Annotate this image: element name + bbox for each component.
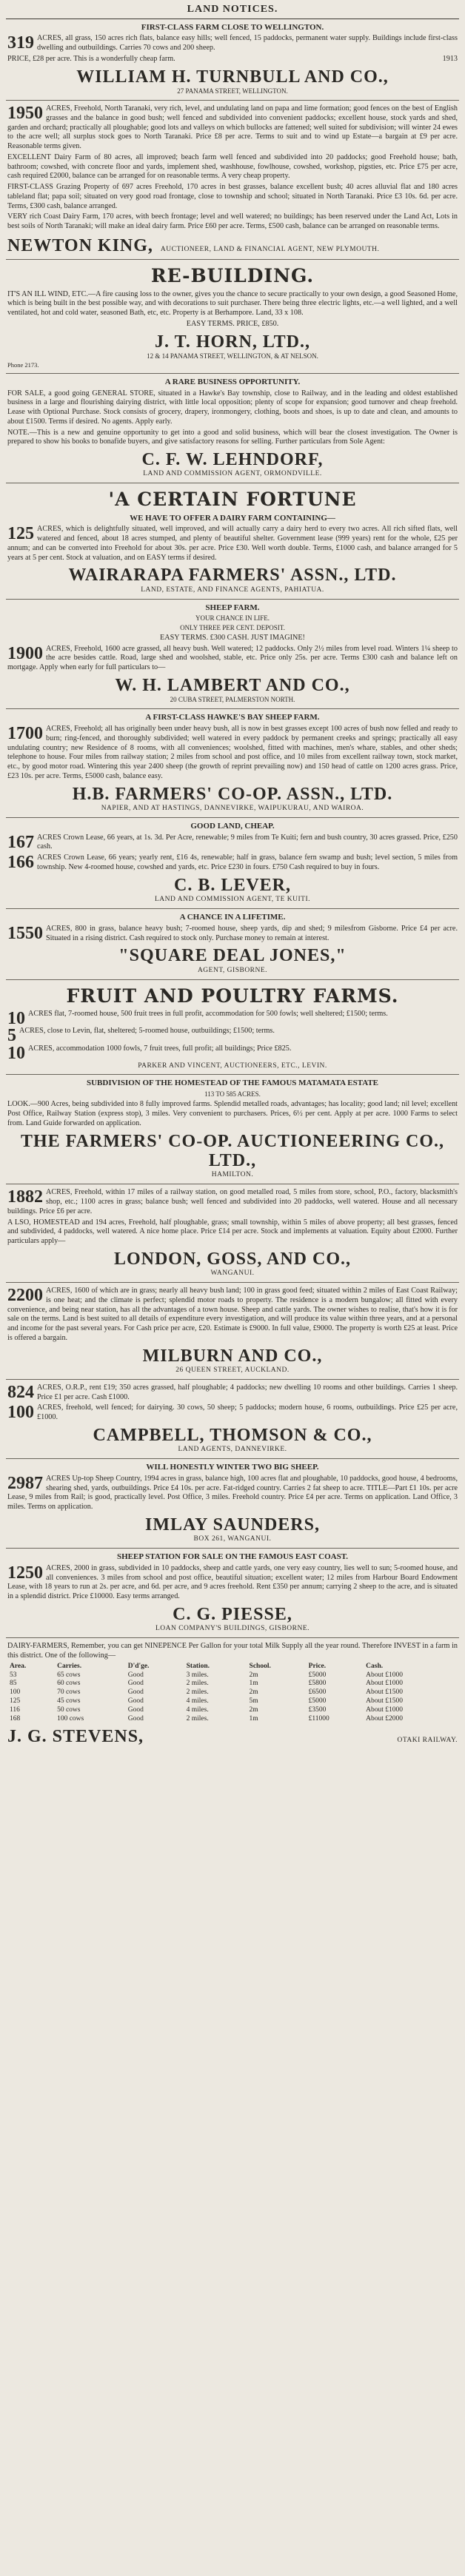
table-cell: 70 cows [57, 1688, 81, 1697]
column-header: Cash. [366, 1662, 384, 1670]
ad-text: 1550 ACRES, 800 in grass, balance heavy bush; 7-roomed house, sheep yards, dip and shed; 9 milesfrom Gisborne. Price £4 per acre. Situated in a rising district. Cash required to stock only. Purchase money to remain at interest. [7, 923, 458, 943]
table-row [7, 1706, 458, 1715]
ad-text-4: VERY rich Coast Dairy Farm, 170 acres, with beech frontage; level and well watered; no buildings; has been reserved under the Land Act, Lots in best soils of North Taranaki; will make an ideal dairy farm. Price £60 per acre. Terms, £500 cash, balance can be arranged on reasonable terms. [7, 212, 458, 231]
table-cell: £3500 [308, 1706, 327, 1714]
table-cell: £11000 [308, 1714, 329, 1723]
ad-big-heading: RE-BUILDING. [150, 265, 315, 287]
newspaper-page [6, 0, 459, 1750]
agent-description: AGENT, GISBORNE. [197, 966, 268, 974]
agent-name: WAIRARAPA FARMERS' ASSN., LTD. [68, 566, 397, 586]
ad-text: DAIRY-FARMERS, Remember, you can get NINEPENCE Per Gallon for your total Milk Supply all the year round. Therefore INVEST in a farm in this district. One of the following— [7, 1642, 458, 1660]
ad-imlay-saunders [6, 1459, 459, 1549]
table-cell: About £1500 [366, 1688, 404, 1697]
table-cell: 2 miles. [186, 1688, 209, 1697]
ad-turnbull [6, 19, 459, 101]
table-cell: 1m [249, 1714, 258, 1723]
table-cell: 45 cows [57, 1697, 81, 1705]
table-row [7, 1715, 458, 1724]
agent-description: AUCTIONEER, LAND & FINANCIAL AGENT, NEW PLYMOUTH. [160, 245, 380, 253]
agent-name: THE FARMERS' CO-OP. AUCTIONEERING CO., LTD., [20, 1131, 445, 1171]
table-cell: 60 cows [57, 1680, 81, 1688]
acreage-number: 1900 [7, 643, 43, 663]
acreage-number: 2200 [7, 1286, 43, 1306]
agent-description: LAND, ESTATE, AND FINANCE AGENTS, PAHIATUA. [141, 586, 324, 594]
agent-description: 26 QUEEN STREET, AUCKLAND. [175, 1366, 290, 1374]
ad-heading: WILL HONESTLY WINTER TWO BIG SHEEP. [146, 1463, 319, 1472]
acreage-number: 10 [7, 1043, 25, 1063]
agent-row [7, 1724, 458, 1746]
ad-text-2: 166 ACRES Crown Lease, 66 years; yearly rent, £16 4s, renewable; half in grass, balance fern swamp and bush; level section, 5 miles from township. New 4-roomed house, cowshed and yards, etc. Price £230 in fours. £750 Cash required to buy in fours. [7, 853, 458, 873]
table-cell: 50 cows [57, 1706, 81, 1714]
ad-text: 2987 ACRES Up-top Sheep Country, 1994 acres in grass, balance high, 100 acres flat and ploughable, 10 paddocks, good house, 4 bedrooms, shearing shed, yards, outbuildings. Price £4 10s. per acre. Fat-ridged country. Carries 2 fat sheep to acre. TITLE—Part £1 10s. per acre Lease, 9 miles from Rail; is good, practically level. Post Office, 3 miles. Freehold country. Price £4 per acre. Terms on application. Land Office, 3 miles. Terms on application. [7, 1473, 458, 1512]
table-cell: Good [127, 1714, 144, 1723]
ad-heading: A CHANCE IN A LIFETIME. [179, 913, 286, 922]
acreage-number: 1950 [7, 104, 43, 124]
acreage-number: 1250 [7, 1563, 43, 1583]
ad-general-store [6, 374, 459, 484]
ad-milburn [6, 1283, 459, 1380]
agent-name: NEWTON KING, [7, 235, 153, 255]
agent-description: LOAN COMPANY'S BUILDINGS, GISBORNE. [155, 1625, 310, 1633]
ad-hawkes-bay [6, 709, 459, 818]
ad-text: 2200 ACRES, 1600 of which are in grass; nearly all heavy bush land; 100 in grass good feed; situated within 2 miles of East Coast Railway; is one heat; and the climate is perfect; splendid motor roads to property. The residence is a modern bungalow; all fitted with every convenience, and being near station, has all the advantages of a town house. Sheep and cattle yards. The owner wishes to realise, that's how it is for sale on the terms. Land is best suited to all details of expenditure every investigation, and will produce its value within three years, and at a personal and income for the past several years. For Cash price per acre, £20. Estimate is £9000. In full value, £9000. The property is worth £25 at least. Price is offered a bargain. [7, 1286, 458, 1342]
ad-text-2: A LSO, HOMESTEAD and 194 acres, Freehold, half ploughable, grass; small township, within 5 miles of above property; all best grasses, fenced and subdivided, 4 paddocks, well watered. A nice home place. Price £14 per acre. Stock and implements at valuation. Equity about £2000. Further particulars apply— [7, 1218, 458, 1246]
agent-name: MILBURN AND CO., [142, 1346, 323, 1366]
table-cell: About £1000 [366, 1671, 404, 1679]
table-cell: 5m [249, 1697, 258, 1705]
table-cell: Good [127, 1697, 144, 1705]
farm-table [7, 1663, 458, 1724]
ad-text: LOOK.—900 Acres, being subdivided into 8 fully improved farms. Splendid metalled roads, advantages; has locality; good land; nil level; excellent Post Office, Railway Station (express stop), 3 miles. Very convenient to purchasers. Prices, 6½ per cent. Apply at per acre. 1000 Farms to select from. Land Guide forwarded on application. [7, 1100, 458, 1127]
table-row [7, 1697, 458, 1706]
acreage-number: 1550 [7, 923, 43, 943]
ad-heading: FIRST-CLASS FARM CLOSE TO WELLINGTON. [141, 22, 324, 32]
ad-text-3: 10 ACRES, accommodation 1000 fowls, 7 fruit trees, full profit; all buildings; Price £825. [7, 1043, 292, 1063]
table-cell: About £2000 [366, 1714, 404, 1723]
ad-chance-lifetime [6, 909, 459, 980]
table-row [7, 1688, 458, 1697]
table-cell: Good [127, 1671, 144, 1679]
table-cell: 168 [10, 1714, 21, 1723]
page-title: LAND NOTICES. [6, 3, 459, 19]
ad-subheading-2: ONLY THREE PER CENT. DEPOSIT. [180, 623, 285, 631]
table-header-row [7, 1663, 458, 1671]
acreage-number: 166 [7, 853, 34, 873]
ad-text-2: 5 ACRES, close to Levin, flat, sheltered; 5-roomed house, outbuildings; £1500; terms. [7, 1026, 275, 1046]
ad-terms-line: EASY TERMS. £300 CASH. JUST IMAGINE! [160, 633, 305, 642]
agent-description: OTAKI RAILWAY. [397, 1736, 458, 1744]
column-header: Price. [308, 1662, 327, 1670]
agent-name: H.B. FARMERS' CO-OP. ASSN., LTD. [72, 784, 393, 804]
ad-campbell-thomson [6, 1380, 459, 1459]
acreage-number: 5 [7, 1026, 16, 1046]
table-cell: 4 miles. [186, 1697, 209, 1705]
table-cell: 53 [10, 1671, 17, 1679]
table-cell: About £1000 [366, 1706, 404, 1714]
agent-name: J. T. HORN, LTD., [155, 332, 310, 352]
table-cell: 125 [10, 1697, 21, 1705]
table-cell: £5800 [308, 1680, 327, 1688]
acreage-number: 824 [7, 1382, 34, 1402]
column-header: Station. [186, 1662, 210, 1670]
ad-fruit-poultry [6, 980, 459, 1076]
ad-sheep-farm [6, 600, 459, 710]
ad-good-land-cheap [6, 818, 459, 909]
agent-name: WILLIAM H. TURNBULL AND CO., [76, 67, 389, 87]
ad-text: 125 ACRES, which is delightfully situated, well improved, and will actually carry a dairy herd to every two acres. All rich sifted flats, well watered and fenced, about 18 acres stumped, and plenty of beautiful shelter. Government lease (999 years) rent for the whole, £25 per annum; and can be converted into Freehold for about 30s. per acre. Price £30. Well worth double. Terms, £1000 cash, and balance arranged for 5 years at 5 per cent. Stock at valuation, and on EASY terms if desired. [7, 524, 458, 562]
agent-description: NAPIER, AND AT HASTINGS, DANNEVIRKE, WAIPUKURAU, AND WAIROA. [101, 805, 364, 813]
ad-text: 1250 ACRES, 2000 in grass, subdivided in 10 paddocks, sheep and cattle yards, one very easy country, lies well to sun; 5-roomed house, and all conveniences. 3 miles from school and post office, beautiful situation; excellent water; 12 miles from Harbour Board Endowment Lease, with 18 years to run at 2s. per acre, and 6d. per acre, and 9 acres freehold. Rent £350 per annum; carrying 2 sheep to the acre, and is situated in a splendid district. Price £10000. Easy terms arranged. [7, 1563, 458, 1601]
table-cell: 2 miles. [186, 1680, 209, 1688]
ad-heading: A FIRST-CLASS HAWKE'S BAY SHEEP FARM. [145, 713, 320, 722]
table-cell: £5000 [308, 1671, 327, 1679]
ad-text: 167 ACRES Crown Lease, 66 years, at 1s. 3d. Per Acre, renewable; 9 miles from Te Kuiti; fern and bush country, 30 acres grassed. Price, £250 cash. [7, 832, 458, 852]
agent-description: LAND AND COMMISSION AGENT, TE KUITI. [154, 896, 311, 904]
acreage-number: 100 [7, 1403, 34, 1423]
ad-newton-king [6, 101, 459, 260]
table-cell: £6500 [308, 1688, 327, 1697]
ad-subheading: 113 TO 585 ACRES. [204, 1090, 261, 1099]
agent-name: LONDON, GOSS, AND CO., [113, 1249, 352, 1269]
ad-heading: SHEEP FARM. [205, 603, 260, 612]
ad-text-3: FIRST-CLASS Grazing Property of 697 acres Freehold, 170 acres in best grasses, balance excellent bush; 40 acres alluvial flat and 180 acres tableland flat; papa soil; situated on very good road frontage, close to township and school; situated in North Taranaki. Price £3 10s. 6d. per acre. Terms, £300 cash, balance arranged. [7, 183, 458, 210]
ad-text: 10 ACRES flat, 7-roomed house, 500 fruit trees in full profit, accommodation for 500 fowls; well sheltered; £1500; terms. [7, 1008, 388, 1028]
agent-name: IMLAY SAUNDERS, [145, 1515, 320, 1534]
table-row [7, 1680, 458, 1688]
ad-text: 1700 ACRES, Freehold; all has originally been under heavy bush, all is now in best grasses except 100 acres of bush now felled and ready to burn; ring-fenced, and thoroughly subdivided; well watered in every paddock by permanent creeks and springs; practically all easy undulating country; new Residence of 8 rooms, with all conveniences; woolshed, fitted with machines, men's whare, stables, and other sheds; telephone to house. Four miles from railway station; 2 miles from school and post office, and 10 miles from excellent railway town, stock market, etc., by good motor road. Wintering this year 2400 sheep (the growth of reprint prevailing now) and 150 head of cattle on 1200 acres grass. Price, £23 10s. per acre. Terms, £5000 cash, balance easy. [7, 724, 458, 780]
ad-dairy-farmers [6, 1638, 459, 1750]
agent-name: C. G. PIESSE, [173, 1604, 292, 1624]
acreage-number: 2987 [7, 1473, 43, 1493]
acreage-number: 125 [7, 524, 34, 544]
acreage-number: 167 [7, 832, 34, 852]
agent-address: 20 CUBA STREET, PALMERSTON NORTH. [170, 696, 295, 704]
ad-text: IT'S AN ILL WIND, ETC.—A fire causing loss to the owner, gives you the chance to secure practically to your own design, a good Seasoned Home, which is being built in the best possible way, and with decorations to suit purchaser. There being three electric lights, etc.—a well lighted, and a well ventilated, hot and cold water, seasoned Bath, etc, etc. Property is at Berhampore. Land, 33 x 108. [7, 289, 458, 318]
table-cell: 2m [249, 1671, 258, 1679]
ad-heading: WE HAVE TO OFFER A DAIRY FARM CONTAINING— [130, 513, 335, 523]
column-header: D'd'ge. [127, 1662, 150, 1670]
agent-row [7, 233, 458, 255]
ad-text: 1900 ACRES, Freehold, 1600 acre grassed, all heavy bush. Well watered; 12 paddocks. Only 2½ miles from level road. Winters 1¼ sheep to the acre besides cattle. Road, large shed and woolshed, stable, etc. Price only 25s. per acre. Terms £300 cash and balance left on mortgage. Apply when early for full particulars to— [7, 643, 458, 672]
table-cell: 116 [10, 1706, 20, 1714]
acreage-number: 319 [7, 33, 34, 53]
acreage-number: 10 [7, 1008, 25, 1028]
ad-text: FOR SALE, a good going GENERAL STORE, situated in a Hawke's Bay township, close to Railway, and in the leading and oldest established business in a large and flourishing dairying district, with little local opposition; plenty of scope for expansion; good turnover and cheap freehold. Lease with Optional Purchase. Stock consists of grocery, drapery, ironmongery, clothing, boots and shoes, is up to date and clean, and amounts to about £1500. Terms if desired. No agents. Apply early. [7, 389, 458, 426]
agent-description: HAMILTON. [211, 1171, 254, 1179]
agent-description: LAND AND COMMISSION AGENT, ORMONDVILLE. [143, 470, 322, 478]
table-cell: 2m [249, 1688, 258, 1697]
ad-subheading: YOUR CHANCE IN LIFE. [195, 614, 270, 623]
ad-text: 319 ACRES, all grass, 150 acres rich flats, balance easy hills; well fenced, 15 paddocks, permanent water supply. Buildings include first-class dwelling and outbuildings. Carries 70 cows and 200 sheep. [7, 33, 458, 53]
table-cell: 85 [10, 1680, 17, 1688]
agent-address: 12 & 14 PANAMA STREET, WELLINGTON, & AT NELSON. [147, 352, 318, 360]
column-header: School. [249, 1662, 271, 1670]
table-cell: About £1000 [366, 1680, 404, 1688]
agent-name: "SQUARE DEAL JONES," [118, 946, 347, 966]
ad-big-heading: FRUIT AND POULTRY FARMS. [66, 985, 399, 1007]
table-cell: £5000 [308, 1697, 327, 1705]
agent-name: C. B. LEVER, [173, 875, 292, 895]
table-cell: 3 miles. [186, 1671, 209, 1679]
ad-text-2: NOTE.—This is a new and genuine opportunity to get into a good and solid business, which will bear the closest investigation. The Owner is prepared to show his books to bonafide buyers, and give satisfactory reasons for selling. Further particulars from Sole Agent: [7, 428, 458, 446]
table-cell: 2 miles. [186, 1714, 209, 1723]
agent-name: J. G. STEVENS, [7, 1726, 144, 1746]
ad-text-2: EXCELLENT Dairy Farm of 80 acres, all improved; beach farm well fenced and subdivided into 20 paddocks; good Freehold house; bath, bathroom; cowshed, with concrete floor and yards, implement shed, washhouse, fowlhouse, cowshed, workshop, pigsties, etc. Price £75 per acre, cash required £2000, balance can be arranged for on reasonable terms. A very cheap property. [7, 152, 458, 181]
table-cell: 4 miles. [186, 1706, 209, 1714]
column-header: Area. [10, 1662, 27, 1670]
ad-london-goss [6, 1184, 459, 1283]
agent-description: WANGANUI. [210, 1269, 255, 1278]
table-cell: 1m [249, 1680, 258, 1688]
agent-phone: Phone 2173. [7, 361, 39, 369]
table-cell: 100 cows [57, 1714, 84, 1723]
ad-piesse [6, 1549, 459, 1638]
table-cell: Good [127, 1688, 144, 1697]
ad-text-2: 100 ACRES, freehold, well fenced; for dairying. 30 cows, 50 sheep; 5 paddocks; modern house, 6 rooms, outbuildings. Price £25 per acre, £1000. [7, 1403, 458, 1423]
ad-heading: SHEEP STATION FOR SALE ON THE FAMOUS EAST COAST. [116, 1552, 349, 1562]
agent-description: LAND AGENTS, DANNEVIRKE. [178, 1446, 287, 1454]
agent-description: BOX 261, WANGANUI. [193, 1535, 272, 1543]
ad-rebuilding [6, 260, 459, 374]
ad-ref: 1913 [442, 54, 458, 63]
agent-name: CAMPBELL, THOMSON & CO., [93, 1425, 372, 1445]
ad-certain-fortune [6, 483, 459, 599]
ad-big-heading: 'A CERTAIN FORTUNE [108, 489, 357, 511]
ad-matamata [6, 1075, 459, 1184]
acreage-number: 1700 [7, 724, 43, 744]
agent-name: W. H. LAMBERT AND CO., [115, 675, 350, 695]
table-row [7, 1671, 458, 1680]
ad-price-line: EASY TERMS. PRICE, £850. [186, 319, 279, 328]
ad-heading: GOOD LAND, CHEAP. [190, 821, 275, 831]
table-cell: 65 cows [57, 1671, 81, 1679]
table-cell: Good [127, 1680, 144, 1688]
ad-heading: SUBDIVISION OF THE HOMESTEAD OF THE FAMOUS MATAMATA ESTATE [86, 1079, 379, 1088]
agent-name: C. F. W. LEHNDORF, [141, 450, 324, 470]
column-header: Carries. [57, 1662, 82, 1670]
ad-price-line: PRICE, £28 per acre. This is a wonderfully cheap farm. 1913 [7, 54, 458, 63]
agent-description: PARKER AND VINCENT, AUCTIONEERS, ETC., LEVIN. [138, 1061, 327, 1070]
ad-text: 824 ACRES, O.R.P., rent £19; 350 acres grassed, half ploughable; 4 paddocks; new dwelling 10 rooms and other buildings. Carries 1 sheep. Price £1 per acre. Cash £1000. [7, 1382, 458, 1402]
table-cell: 100 [10, 1688, 21, 1697]
table-cell: Good [127, 1706, 144, 1714]
ad-text: 1950 ACRES, Freehold, North Taranaki, very rich, level, and undulating land on papa and lime formation; good fences on the best of English grasses and the balance in good bush; well fenced and subdivided into convenient paddocks; excellent house, stock yards and shed, garden and orchard; practically all ploughable; good lots and valleys on which bullocks are fattened; well suited for subdivision; will winter 24 ewes to the acre well; all surplus stock goes to North Taranaki. Price £8 per acre. Terms to suit and to wind up Estate—a bargain at £9 per acre. Reasonable terms given. [7, 104, 458, 151]
ad-text: 1882 ACRES, Freehold, within 17 miles of a railway station, on good metalled road, 5 miles from store, school, P.O., factory, blacksmith's shop, etc.; 1100 acres in grass; balance bush; well fenced and subdivided into 20 paddocks, well watered. House and all necessary buildings. Price £6 per acre. [7, 1187, 458, 1215]
table-cell: About £1500 [366, 1697, 404, 1705]
table-cell: 2m [249, 1706, 258, 1714]
ad-heading: A RARE BUSINESS OPPORTUNITY. [164, 377, 301, 386]
agent-address: 27 PANAMA STREET, WELLINGTON. [177, 87, 288, 95]
acreage-number: 1882 [7, 1187, 43, 1207]
